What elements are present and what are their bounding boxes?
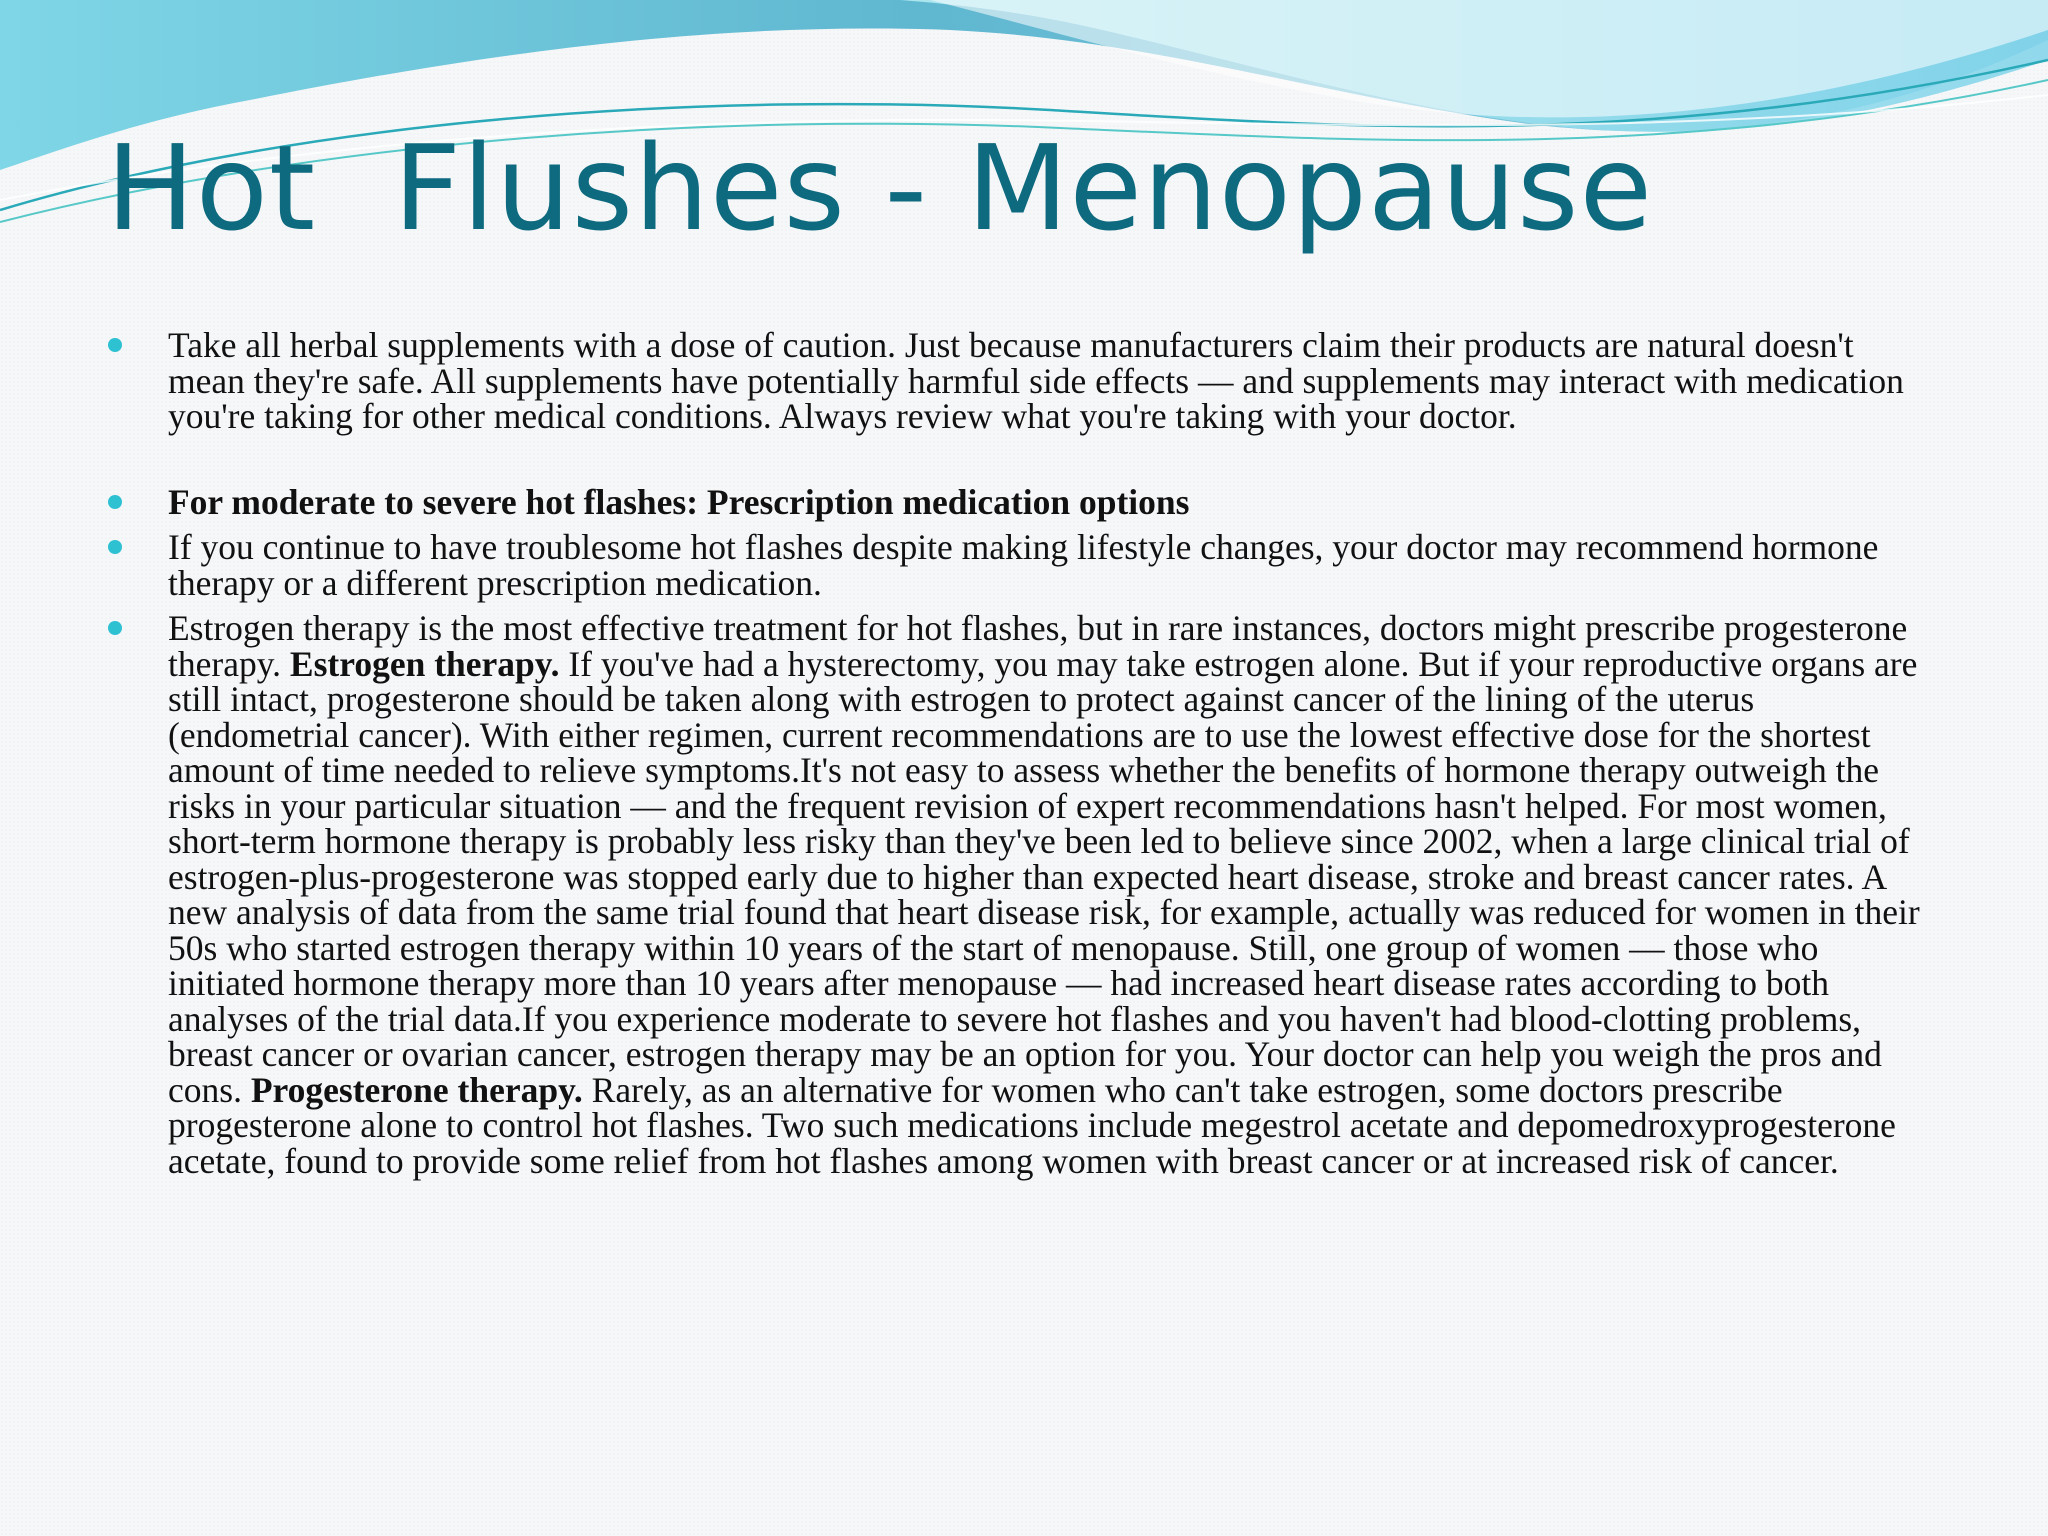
bullet-text: If you continue to have troublesome hot flashes despite making lifestyle changes, your doctor may recommend hormone therapy or a different prescription medication.: [168, 527, 1879, 603]
bullet-dot-icon: [108, 338, 122, 352]
bullet-dot-icon: [108, 621, 122, 635]
bullet-text-part-c: Rarely, as an alternative for women who can't take estrogen, some doctors prescribe progesterone alone to control hot flashes. Two such medications include megestrol acetate and depomedroxyprogesterone acetate, found to provide some relief from hot flashes among women with breast cancer or at increased risk of cancer.: [168, 1069, 1896, 1181]
bullet-item-troublesome: [106, 527, 1936, 603]
bullet-text-part-b: If you've had a hysterectomy, you may take estrogen alone. But if your reproductive organs are still intact, progesterone should be taken along with estrogen to protect against cancer of the lining of the uterus (endometrial cancer). With either regimen, current recommendations are to use the lowest effective dose for the shortest amount of time needed to relieve symptoms.It's not easy to assess whether the benefits of hormone therapy outweigh the risks in your particular situation — and the frequent revision of expert recommendations hasn't helped. For most women, short-term hormone therapy is probably less risky than they've been led to believe since 2002, when a large clinical trial of estrogen-plus-progesterone was stopped early due to higher than expected heart disease, stroke and breast cancer rates. A new analysis of data from the same trial found that heart disease risk, for example, actually was reduced for women in their 50s who started estrogen therapy within 10 years of the start of menopause. Still, one group of women — those who initiated hormone therapy more than 10 years after menopause — had increased heart disease rates according to both analyses of the trial data.If you experience moderate to severe hot flashes and you haven't had blood-clotting problems, breast cancer or ovarian cancer, estrogen therapy may be an option for you. Your doctor can help you weigh the pros and cons.: [168, 643, 1920, 1110]
bullet-list: [106, 325, 1936, 1181]
bullet-heading: For moderate to severe hot flashes: Prescription medication options: [168, 481, 1190, 522]
bullet-text: Take all herbal supplements with a dose of caution. Just because manufacturers claim their products are natural doesn't mean they're safe. All supplements have potentially harmful side effects — and supplements may interact with medication you're taking for other medical conditions. Always review what you're taking with your doctor.: [168, 325, 1904, 436]
bullet-text-part-a: Estrogen therapy is the most effective treatment for hot flashes, but in rare instances, doctors might prescribe progesterone therapy.: [168, 608, 1908, 684]
estrogen-therapy-label: Estrogen therapy.: [289, 643, 560, 684]
bullet-dot-icon: [108, 495, 122, 509]
slide-title: Hot Flushes - Menopause: [106, 119, 1654, 257]
bullet-dot-icon: [108, 540, 122, 554]
bullet-item-estrogen: [106, 608, 1936, 1181]
progesterone-therapy-label: Progesterone therapy.: [250, 1069, 583, 1110]
bullet-item-herbal: [106, 325, 1936, 436]
bullet-item-prescription-heading: [106, 481, 1936, 522]
